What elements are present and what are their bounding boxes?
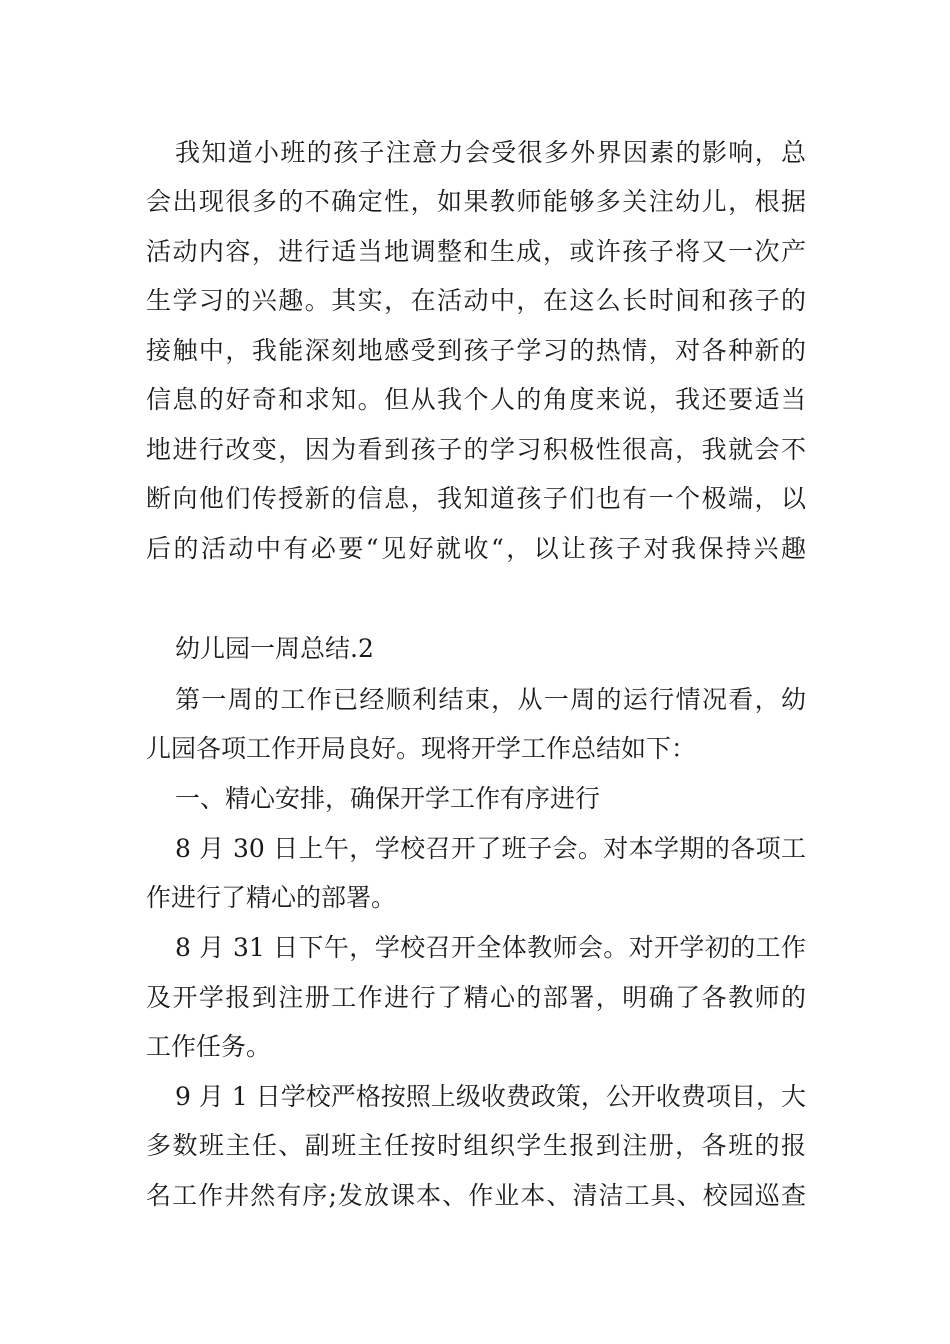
paragraph-1-line-5: 接触中，我能深刻地感受到孩子学习的热情，对各种新的 (146, 336, 806, 365)
paragraph-1-line-7: 地进行改变，因为看到孩子的学习积极性很高，我就会不 (146, 435, 806, 464)
paragraph-1-line-2: 会出现很多的不确定性，如果教师能够多关注幼儿，根据 (146, 187, 806, 216)
paragraph-4-line-1: 8 月 31 日下午，学校召开全体教师会。对开学初的工作 (175, 933, 806, 962)
paragraph-1-line-6: 信息的好奇和求知。但从我个人的角度来说，我还要适当 (146, 385, 806, 414)
paragraph-3-line-2: 作进行了精心的部署。 (146, 883, 397, 912)
paragraph-2-line-2: 儿园各项工作开局良好。现将开学工作总结如下： (146, 734, 697, 763)
paragraph-2-line-1: 第一周的工作已经顺利结束，从一周的运行情况看，幼 (175, 685, 806, 714)
paragraph-3-line-1: 8 月 30 日上午，学校召开了班子会。对本学期的各项工 (175, 834, 806, 863)
paragraph-1-line-1: 我知道小班的孩子注意力会受很多外界因素的影响，总 (175, 138, 806, 167)
paragraph-1-line-8: 断向他们传授新的信息，我知道孩子们也有一个极端，以 (146, 484, 806, 513)
paragraph-1-line-4: 生学习的兴趣。其实，在活动中，在这么长时间和孩子的 (146, 286, 806, 315)
paragraph-5-line-2: 多数班主任、副班主任按时组织学生报到注册，各班的报 (146, 1131, 806, 1160)
paragraph-1-line-9: 后的活动中有必要“见好就收“，以让孩子对我保持兴趣 (146, 534, 806, 563)
section-title: 幼儿园一周总结.2 (175, 634, 374, 663)
heading-1: 一、精心安排，确保开学工作有序进行 (175, 784, 601, 813)
paragraph-4-line-3: 工作任务。 (146, 1032, 272, 1061)
paragraph-5-line-1: 9 月 1 日学校严格按照上级收费政策，公开收费项目，大 (175, 1082, 806, 1111)
paragraph-1-line-3: 活动内容，进行适当地调整和生成，或许孩子将又一次产 (146, 237, 806, 266)
paragraph-4-line-2: 及开学报到注册工作进行了精心的部署，明确了各教师的 (146, 983, 806, 1012)
paragraph-5-line-3: 名工作井然有序;发放课本、作业本、清洁工具、校园巡查 (146, 1181, 806, 1210)
